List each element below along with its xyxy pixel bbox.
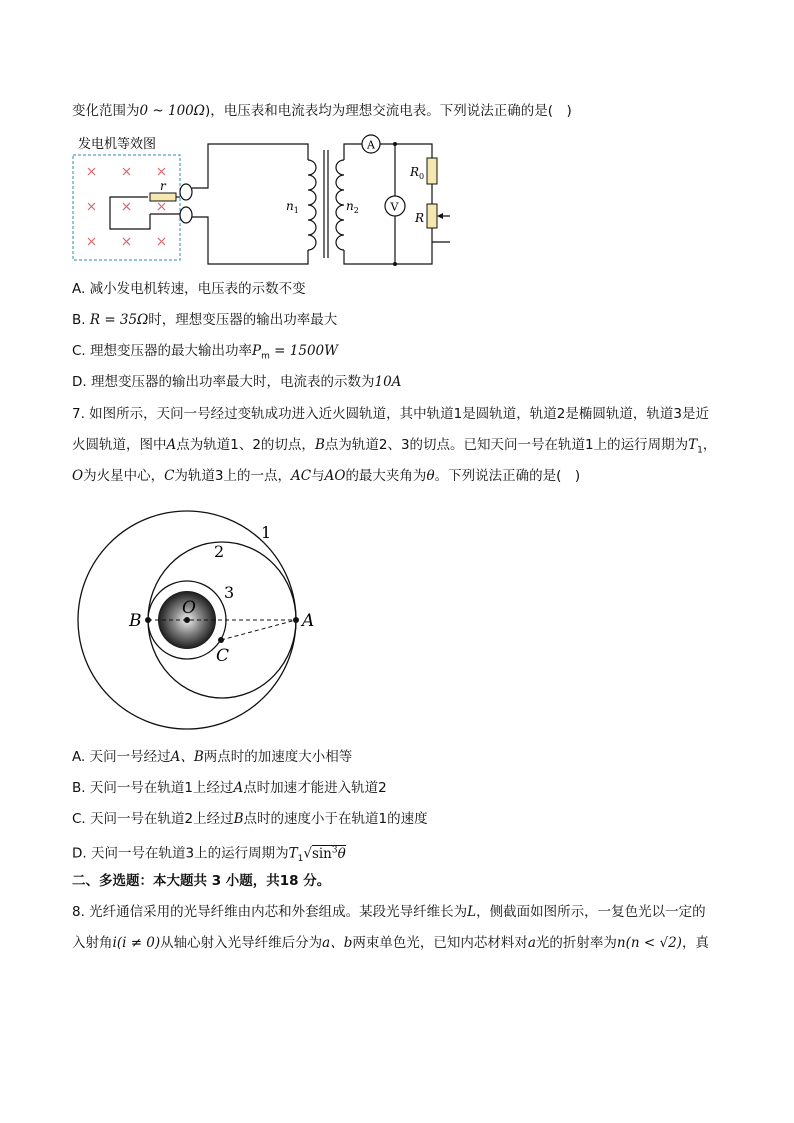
math: T [688,437,698,453]
math: 3 [331,845,338,855]
math: A [166,437,177,453]
q8-stem-line2 [72,933,709,953]
text: C. 天问一号在轨道2上经过 [72,811,234,827]
math: C [164,468,175,484]
math: a、b [322,935,353,951]
slip-ring-bottom [180,207,192,223]
point-c [218,637,224,643]
text: 为火星中心， [83,468,165,484]
q6-circuit-figure [70,130,450,275]
text: 火圆轨道，图中 [72,437,167,453]
text: D. 理想变压器的输出功率最大时，电流表的示数为 [72,374,375,390]
q7-option-c [72,809,428,829]
q7-option-d [72,840,346,869]
orbit-2-label: 2 [214,542,225,561]
text: )，电压表和电流表均为理想交流电表。下列说法正确的是( ) [204,103,572,119]
text: C. 理想变压器的最大输出功率 [72,343,253,359]
math: sin [311,845,332,862]
math: B [314,437,325,453]
r-label: r [160,179,166,193]
text: 时，理想变压器的输出功率最大 [148,312,338,328]
text: 两点时的加速度大小相等 [203,749,353,765]
math: A [233,780,244,796]
ammeter-label: A [367,138,375,152]
q7-orbit-figure [70,505,330,730]
text: 两束单色光，已知内芯材料对 [352,935,528,951]
q7-option-a [72,747,352,767]
math: L [467,904,477,920]
math: a [527,935,536,951]
text: 光的折射率为 [535,935,617,951]
section-heading [72,871,330,891]
text: 从轴心射入光导纤维后分为 [160,935,323,951]
math: 1 [697,445,703,456]
q6-option-d [72,372,401,392]
rheostat-slider-arrow [437,213,443,219]
math: AC [291,468,312,484]
text: B. 天问一号在轨道1上经过 [72,780,234,796]
text: 的最大夹角为 [345,468,427,484]
text: 与 [311,468,325,484]
q8-stem-line1 [72,902,706,922]
math: A、B [170,749,204,765]
math: R = 35Ω [89,312,149,328]
q7-option-b [72,778,387,798]
voltmeter-label: V [390,200,399,214]
text: 点时加速才能进入轨道2 [243,780,387,796]
q6-option-b [72,310,337,330]
secondary-coil [336,160,344,250]
math: θ [426,468,435,484]
text: 入射角 [72,935,113,951]
magnetic-field-crosses [88,168,165,245]
text: A. 减小发电机转速，电压表的示数不变 [72,281,306,297]
math: n(n < √2) [616,935,682,951]
n2-label: $n_2$ [346,199,359,215]
point-c-label: C [216,646,230,666]
text: 点为轨道1、2的切点， [176,437,315,453]
text: 。下列说法正确的是( ) [434,468,581,484]
q6-option-c [72,341,338,367]
point-a [293,617,299,623]
coil-loop [110,197,150,229]
math: O [72,468,84,484]
text: B. [72,312,90,328]
math: m [261,351,270,362]
primary-coil [308,160,316,250]
point-o-label: O [182,598,196,618]
q7-stem-line3 [72,466,580,486]
math: = 1500W [269,343,339,359]
math: 0 ~ 100Ω [139,103,205,119]
math: 10A [374,374,402,390]
slip-ring-top [180,184,192,200]
q7-stem-line1 [72,404,709,424]
sqrt-sign: √ [303,845,312,862]
n1-label: $n_1$ [286,199,299,215]
q7-stem-line2 [72,435,716,461]
q6-option-a [72,279,306,299]
point-a-label: A [302,611,315,631]
point-b-label: B [129,611,142,631]
rheostat-label: R [415,211,425,225]
resistor-r [150,193,176,201]
resistor-r0 [427,158,437,184]
math: P [252,343,262,359]
text: 点为轨道2、3的切点。已知天问一号在轨道1上的运行周期为 [324,437,689,453]
sqrt-radicand [312,845,346,862]
q6-intro [72,101,572,121]
orbit-3-label: 3 [224,583,235,602]
text: 点时的速度小于在轨道1的速度 [243,811,428,827]
text: A. 天问一号经过 [72,749,171,765]
generator-title: 发电机等效图 [78,137,157,152]
rheostat-r [427,204,437,228]
math: i(i ≠ 0) [112,935,161,951]
r0-label: $R_0$ [410,165,425,181]
text: 7. 如图所示，天问一号经过变轨成功进入近火圆轨道，其中轨道1是圆轨道，轨道2是椭圆轨道，轨道3是近 [72,406,709,422]
text: ，侧截面如图所示，一复色光以一定的 [476,904,706,920]
math: 1 [297,854,304,865]
math: θ [337,845,346,862]
text: 8. 光纤通信采用的光导纤维由内芯和外套组成。某段光导纤维长为 [72,904,468,920]
text: ，真 [681,935,709,951]
text: 变化范围为 [72,103,140,119]
line-ca [221,620,296,640]
text: ， [702,437,717,453]
text: D. 天问一号在轨道3上的运行周期为 [72,845,289,862]
text: 二、多选题：本大题共 3 小题，共18 分。 [72,873,331,889]
math: T [288,845,298,862]
orbit-1-label: 1 [261,523,272,542]
math: B [233,811,244,827]
point-b [145,617,151,623]
text: 为轨道3上的一点， [174,468,292,484]
math: AO [324,468,346,484]
